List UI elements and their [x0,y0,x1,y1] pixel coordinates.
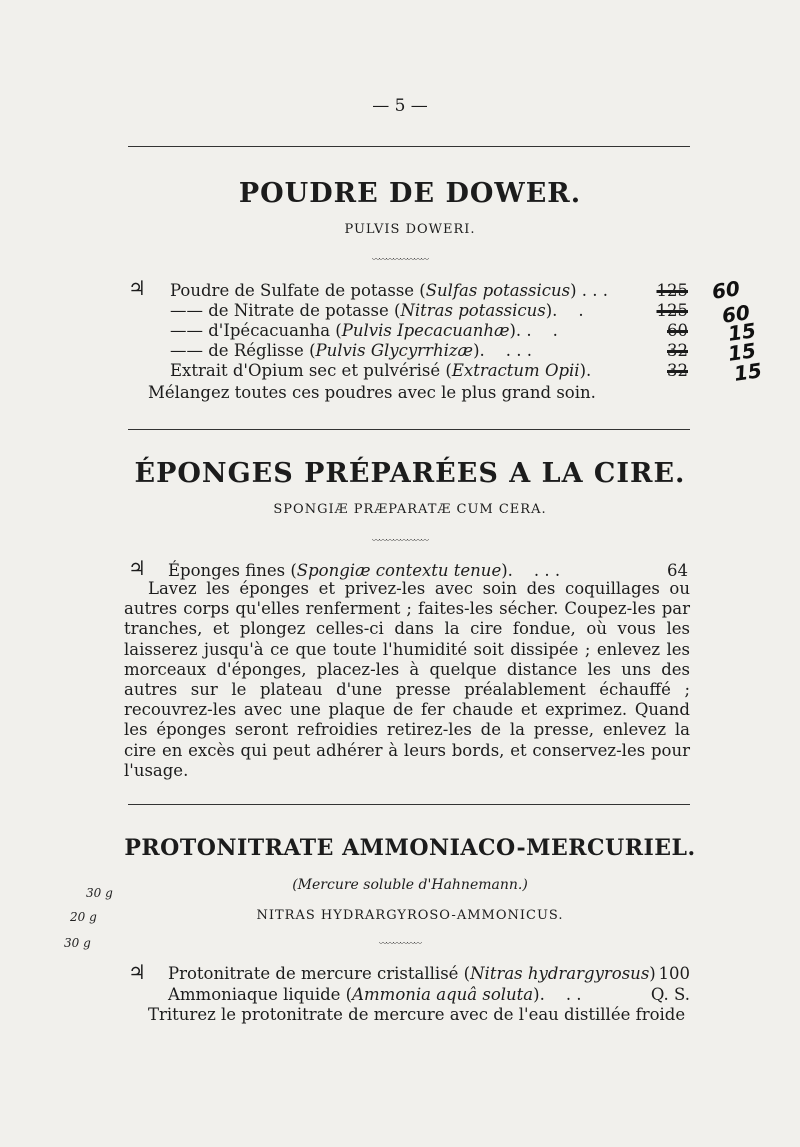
section-latin-dower: PULVIS DOWERI. [344,222,476,237]
section-latin-eponges: SPONGIÆ PRÆPARATÆ CUM CERA. [273,502,547,517]
handwritten-qty: 60 [710,276,742,304]
ingredient-qty: Q. S. [650,985,690,1004]
ingredient-qty: 125 [656,301,688,320]
ornament-divider: 〰〰〰〰〰〰〰〰 [372,255,428,264]
recipe-symbol: ♃ [128,556,146,580]
section-subtitle: (Mercure soluble d'Hahnemann.) [292,877,528,893]
ingredient-line: —— d'Ipécacuanha (Pulvis Ipecacuanhæ). . . [170,321,558,340]
handwritten-qty: 15 [726,318,758,346]
ingredient-line: —— de Nitrate de potasse (Nitras potassicus). . [170,301,584,320]
ingredient-line: Extrait d'Opium sec et pulvérisé (Extractum Opii). [170,361,592,380]
section-title-dower: POUDRE DE DOWER. [238,178,582,209]
ingredient-line: Éponges fines (Spongiæ contextu tenue). . . . [168,561,561,580]
top-rule [128,146,690,147]
ingredient-line: Protonitrate de mercure cristallisé (Nitras hydrargyrosus) [168,964,656,983]
closing-instruction: Mélangez toutes ces poudres avec le plus grand soin. [148,383,596,402]
ingredient-qty: 32 [667,341,688,360]
margin-note: 30 g [64,936,91,950]
ingredient-line: —— de Réglisse (Pulvis Glycyrrhizæ). . . . [170,341,532,360]
margin-note: 30 g [86,886,113,900]
section-rule [128,429,690,430]
preparation-paragraph: Lavez les éponges et privez-les avec soin des coquillages ou autres corps qu'elles renferment ; faites-les sécher. Coupez-les par tranches, et plongez celles-ci dans la cire fondue, où vous les laisserez jusqu'à ce que toute l'humidité soit dissipée ; enlevez les morceaux d'éponges, placez-les à quelque distance les uns des autres sur le plateau d'une presse préalablement échauffé ; recouvrez-les avec une plaque de fer chaude et exprimez. Quand les éponges seront refroidies retirez-les de la presse, enlevez la cire en excès qui peut adhérer à leurs bords, et conservez-les pour l'usage. [124,579,690,780]
section-rule [128,804,690,805]
section-latin-protonitrate: NITRAS HYDRARGYROSO-AMMONICUS. [256,908,564,923]
closing-instruction: Triturez le protonitrate de mercure avec de l'eau distillée froide [148,1005,686,1024]
ornament-divider: 〰〰〰〰〰〰〰〰 [372,536,428,545]
handwritten-qty: 15 [732,358,764,386]
ingredient-qty: 100 [658,964,690,983]
ingredient-qty: 60 [667,321,688,340]
ornament-divider: 〰〰〰〰〰〰 [379,939,421,948]
handwritten-qty: 60 [720,300,752,328]
ingredient-line: Poudre de Sulfate de potasse (Sulfas potassicus) . . . [170,281,609,300]
recipe-symbol: ♃ [128,276,146,300]
section-title-eponges: ÉPONGES PRÉPARÉES A LA CIRE. [134,458,686,489]
page-number: — 5 — [372,96,428,116]
ingredient-qty: 125 [656,281,688,300]
ingredient-line: Ammoniaque liquide (Ammonia aquâ soluta). . . [168,985,582,1004]
ingredient-qty: 64 [667,561,688,580]
section-title-protonitrate: PROTONITRATE AMMONIACO-MERCURIEL. [124,835,696,861]
recipe-symbol: ♃ [128,960,146,984]
margin-note: 20 g [70,910,97,924]
handwritten-qty: 15 [726,338,758,366]
ingredient-qty: 32 [667,361,688,380]
